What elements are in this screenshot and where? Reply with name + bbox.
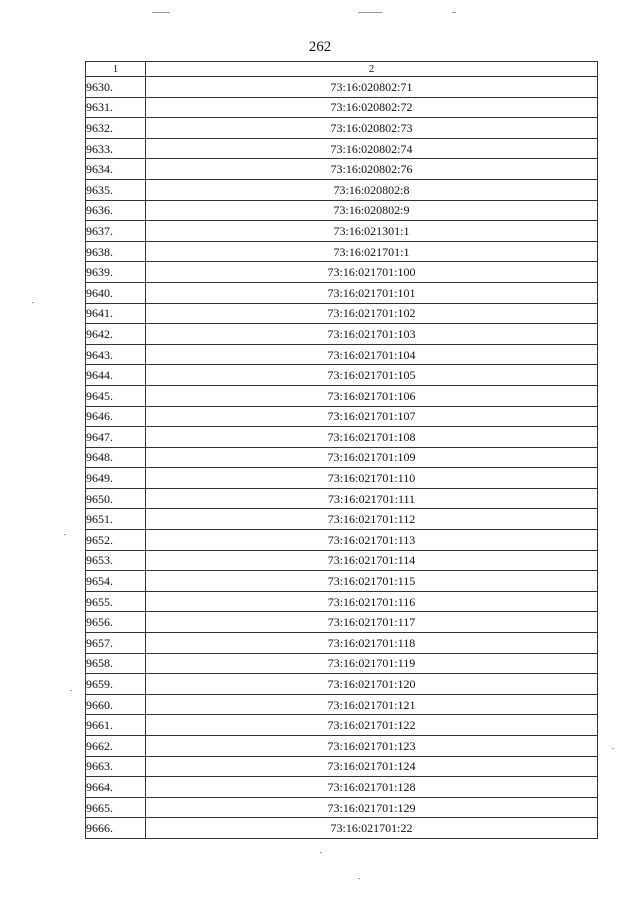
- cadastral-number: 73:16:021701:1: [146, 241, 598, 262]
- row-number: 9661.: [86, 715, 146, 736]
- table-row: [86, 468, 598, 489]
- row-number: 9658.: [86, 653, 146, 674]
- table-row: [86, 179, 598, 200]
- row-number: 9654.: [86, 571, 146, 592]
- cadastral-number: 73:16:021701:112: [146, 509, 598, 530]
- scan-speck: [32, 302, 34, 303]
- cadastral-number: 73:16:021701:114: [146, 550, 598, 571]
- row-number: 9639.: [86, 262, 146, 283]
- table-row: [86, 282, 598, 303]
- table-row: [86, 365, 598, 386]
- table-row: [86, 571, 598, 592]
- table-row: [86, 159, 598, 180]
- row-number: 9651.: [86, 509, 146, 530]
- row-number: 9650.: [86, 488, 146, 509]
- cadastral-number: 73:16:021701:103: [146, 324, 598, 345]
- cadastral-number: 73:16:021701:115: [146, 571, 598, 592]
- table-row: [86, 344, 598, 365]
- row-number: 9640.: [86, 282, 146, 303]
- table-row: [86, 200, 598, 221]
- row-number: 9642.: [86, 324, 146, 345]
- cadastral-number: 73:16:020802:72: [146, 97, 598, 118]
- table-row: [86, 77, 598, 98]
- table-row: [86, 427, 598, 448]
- cadastral-number: 73:16:021301:1: [146, 221, 598, 242]
- row-number: 9643.: [86, 344, 146, 365]
- row-number: 9662.: [86, 736, 146, 757]
- row-number: 9637.: [86, 221, 146, 242]
- cadastral-number: 73:16:021701:118: [146, 633, 598, 654]
- row-number: 9660.: [86, 694, 146, 715]
- cadastral-number: 73:16:020802:74: [146, 138, 598, 159]
- row-number: 9638.: [86, 241, 146, 262]
- cadastral-number: 73:16:021701:123: [146, 736, 598, 757]
- scan-speck: [64, 534, 66, 535]
- table-body: [86, 77, 598, 839]
- table-row: [86, 385, 598, 406]
- cadastral-number: 73:16:020802:9: [146, 200, 598, 221]
- table-row: [86, 550, 598, 571]
- cadastral-number: 73:16:021701:102: [146, 303, 598, 324]
- cadastral-number: 73:16:020802:8: [146, 179, 598, 200]
- table-row: [86, 633, 598, 654]
- row-number: 9633.: [86, 138, 146, 159]
- table-row: [86, 406, 598, 427]
- row-number: 9630.: [86, 77, 146, 98]
- scan-speck: [452, 12, 456, 13]
- table-row: [86, 530, 598, 551]
- cadastral-number: 73:16:021701:22: [146, 818, 598, 839]
- row-number: 9631.: [86, 97, 146, 118]
- cadastral-table: [85, 61, 598, 839]
- table-row: [86, 777, 598, 798]
- cadastral-number: 73:16:021701:128: [146, 777, 598, 798]
- row-number: 9641.: [86, 303, 146, 324]
- scan-speck: [612, 748, 614, 749]
- cadastral-number: 73:16:020802:76: [146, 159, 598, 180]
- row-number: 9664.: [86, 777, 146, 798]
- cadastral-number: 73:16:021701:116: [146, 591, 598, 612]
- scan-speck: [152, 12, 170, 13]
- cadastral-number: 73:16:020802:71: [146, 77, 598, 98]
- scan-speck: [320, 852, 322, 853]
- table-row: [86, 797, 598, 818]
- page-number: 262: [308, 39, 332, 55]
- table-row: [86, 756, 598, 777]
- table-row: [86, 138, 598, 159]
- table-row: [86, 694, 598, 715]
- table-row: [86, 221, 598, 242]
- row-number: 9652.: [86, 530, 146, 551]
- row-number: 9666.: [86, 818, 146, 839]
- cadastral-number: 73:16:021701:101: [146, 282, 598, 303]
- cadastral-number: 73:16:021701:108: [146, 427, 598, 448]
- row-number: 9665.: [86, 797, 146, 818]
- row-number: 9636.: [86, 200, 146, 221]
- column-header-number: 1: [86, 62, 146, 77]
- row-number: 9634.: [86, 159, 146, 180]
- table-header-row: [86, 62, 598, 77]
- table-row: [86, 509, 598, 530]
- row-number: 9645.: [86, 385, 146, 406]
- table-row: [86, 736, 598, 757]
- table-row: [86, 715, 598, 736]
- table-row: [86, 447, 598, 468]
- cadastral-number: 73:16:021701:109: [146, 447, 598, 468]
- cadastral-number: 73:16:021701:106: [146, 385, 598, 406]
- cadastral-number: 73:16:021701:119: [146, 653, 598, 674]
- row-number: 9653.: [86, 550, 146, 571]
- table-row: [86, 488, 598, 509]
- row-number: 9657.: [86, 633, 146, 654]
- cadastral-number: 73:16:021701:104: [146, 344, 598, 365]
- table-row: [86, 818, 598, 839]
- cadastral-number: 73:16:021701:113: [146, 530, 598, 551]
- cadastral-number: 73:16:021701:120: [146, 674, 598, 695]
- scan-speck: [70, 690, 72, 691]
- table-row: [86, 118, 598, 139]
- cadastral-number: 73:16:021701:117: [146, 612, 598, 633]
- table-row: [86, 324, 598, 345]
- row-number: 9659.: [86, 674, 146, 695]
- table-row: [86, 97, 598, 118]
- column-header-code: 2: [146, 62, 598, 77]
- table-row: [86, 303, 598, 324]
- cadastral-number: 73:16:021701:111: [146, 488, 598, 509]
- table-row: [86, 591, 598, 612]
- cadastral-number: 73:16:020802:73: [146, 118, 598, 139]
- table-row: [86, 262, 598, 283]
- row-number: 9663.: [86, 756, 146, 777]
- cadastral-number: 73:16:021701:100: [146, 262, 598, 283]
- cadastral-number: 73:16:021701:122: [146, 715, 598, 736]
- scan-speck: [358, 12, 382, 13]
- scan-speck: [358, 878, 360, 879]
- cadastral-number: 73:16:021701:110: [146, 468, 598, 489]
- row-number: 9632.: [86, 118, 146, 139]
- row-number: 9646.: [86, 406, 146, 427]
- cadastral-number: 73:16:021701:124: [146, 756, 598, 777]
- table-row: [86, 241, 598, 262]
- table-row: [86, 674, 598, 695]
- row-number: 9655.: [86, 591, 146, 612]
- cadastral-number: 73:16:021701:129: [146, 797, 598, 818]
- cadastral-number: 73:16:021701:105: [146, 365, 598, 386]
- cadastral-number: 73:16:021701:107: [146, 406, 598, 427]
- row-number: 9635.: [86, 179, 146, 200]
- row-number: 9647.: [86, 427, 146, 448]
- cadastral-number: 73:16:021701:121: [146, 694, 598, 715]
- row-number: 9649.: [86, 468, 146, 489]
- table-row: [86, 653, 598, 674]
- row-number: 9644.: [86, 365, 146, 386]
- row-number: 9656.: [86, 612, 146, 633]
- table-row: [86, 612, 598, 633]
- row-number: 9648.: [86, 447, 146, 468]
